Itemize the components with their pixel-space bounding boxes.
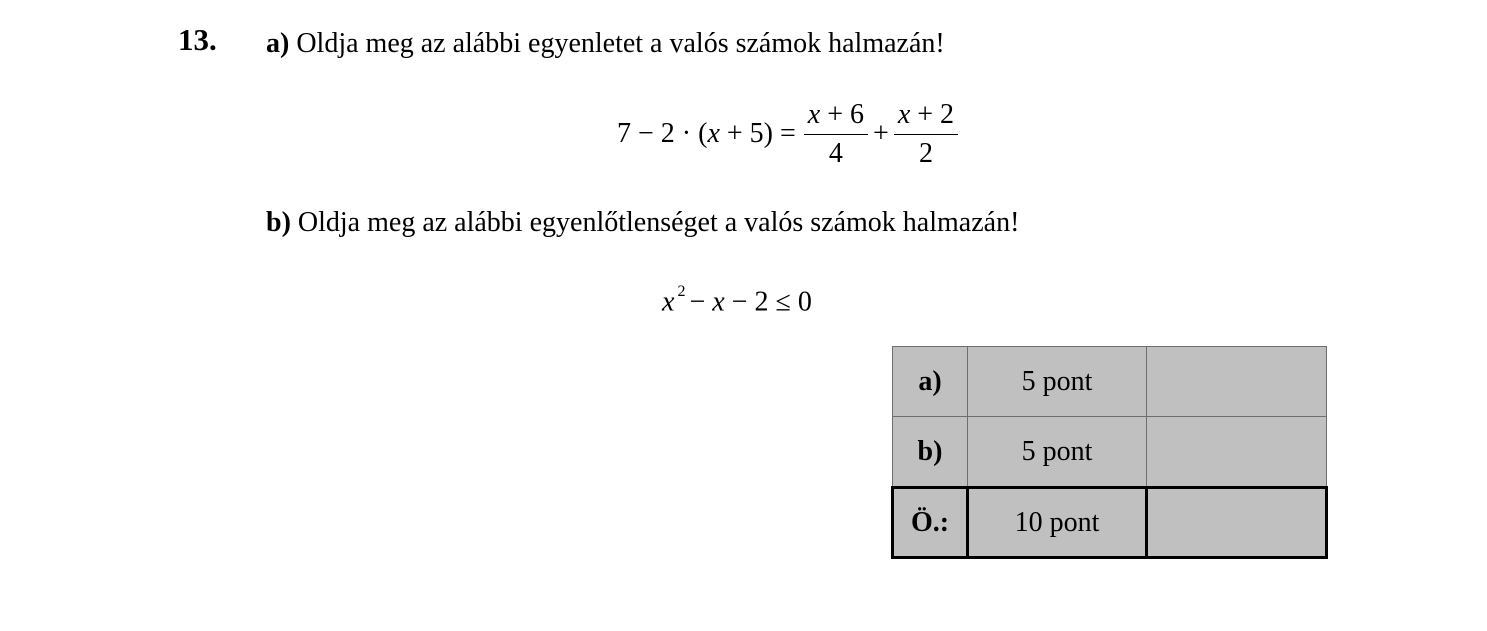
lhs-suffix: + 5) =: [719, 118, 796, 149]
fraction-1-variable: x: [807, 98, 821, 130]
inequality-b: [662, 278, 812, 320]
lhs-variable: x: [707, 118, 720, 149]
score-row-b: [893, 417, 1327, 488]
fraction-1-denominator: 4: [828, 137, 843, 169]
fraction-2-denominator: 2: [918, 137, 933, 169]
score-total-earned-cell[interactable]: [1147, 488, 1327, 558]
plus-sign: +: [873, 118, 889, 149]
score-row-total: [893, 488, 1327, 558]
equation-a-lhs: [617, 118, 796, 150]
score-total-label: Ö.:: [893, 488, 968, 558]
score-part-label: b): [893, 417, 968, 488]
fraction-2-numerator-rest: + 2: [910, 98, 955, 130]
fraction-1: [804, 99, 868, 170]
fraction-2: [894, 99, 958, 170]
lhs-prefix: 7 − 2 · (: [617, 118, 708, 149]
part-b-instruction: [266, 206, 1019, 240]
equation-a: [617, 96, 960, 172]
fraction-2-numerator: [894, 99, 958, 135]
part-a-instruction: [266, 27, 945, 61]
fraction-2-variable: x: [897, 98, 911, 130]
inequality-rest: − 2 ≤ 0: [724, 286, 812, 318]
part-b-text: Oldja meg az alábbi egyenlőtlenséget a valós számok halmazán!: [290, 207, 1020, 238]
inequality-variable-2: x: [712, 286, 725, 318]
part-b-label: b): [266, 207, 291, 238]
score-row-a: [893, 347, 1327, 417]
fraction-1-numerator-rest: + 6: [820, 98, 865, 130]
fraction-1-numerator: [804, 99, 868, 135]
part-a-text: Oldja meg az alábbi egyenletet a valós számok halmazán!: [289, 28, 945, 59]
inequality-variable-1: x: [662, 286, 675, 318]
score-earned-cell[interactable]: [1147, 347, 1327, 417]
score-total-points: 10 pont: [968, 488, 1147, 558]
score-max-points: 5 pont: [968, 347, 1147, 417]
inequality-exponent: 2: [677, 283, 686, 300]
score-part-label: a): [893, 347, 968, 417]
score-table: [891, 346, 1328, 559]
inequality-minus: −: [689, 286, 713, 318]
problem-number: 13.: [178, 22, 217, 57]
score-max-points: 5 pont: [968, 417, 1147, 488]
score-earned-cell[interactable]: [1147, 417, 1327, 488]
part-a-label: a): [266, 28, 290, 59]
